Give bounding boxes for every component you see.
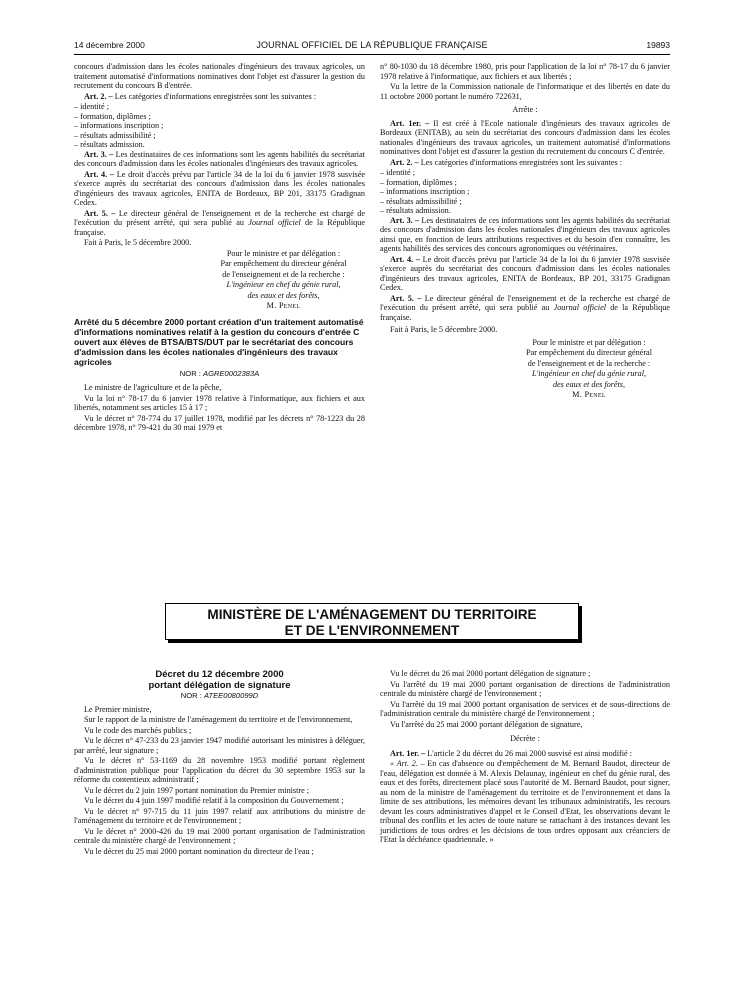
list-item: – résultats admission. [74, 140, 145, 149]
decrete-heading: Décrète : [510, 734, 540, 743]
article-2: Art. 2. – Les catégories d'informations enregistrées sont les suivantes : [84, 91, 317, 101]
vu-loi: Vu la loi n° 78-17 du 6 janvier 1978 relative à l'informatique, aux fichiers et aux libertés, notamment ses articles 15 à 17 ; [74, 393, 365, 412]
article-5: Art. 5. – Le directeur général de l'enseignement et de la recherche est chargé de l'exécution du présent arrêté, qui sera publié au Journal officiel de la République française. [74, 208, 365, 237]
signatory-name: M. Penel [572, 390, 606, 399]
right-column-bottom [380, 669, 670, 846]
left-column-top [74, 62, 365, 434]
page-header [74, 38, 670, 55]
article-label: Art. 2. – [84, 91, 113, 101]
ministry-line-1: MINISTÈRE DE L'AMÉNAGEMENT DU TERRITOIRE [207, 607, 537, 622]
vu-decret: Vu le décret n° 53-1169 du 28 novembre 1953 modifié portant règlement d'administration publique pour l'application du décret du 30 septembre 1953 sur la réforme du contentieux administratif ; [74, 756, 365, 784]
vu-decret: Vu le décret n° 78-774 du 17 juillet 1978, modifié par les décrets n° 78-1223 du 28 décembre 1978, n° 79-421 du 30 mai 1979 et [74, 413, 365, 432]
article-2: Art. 2. – Les catégories d'informations enregistrées sont les suivantes : [390, 157, 623, 167]
signatory-name: M. Penel [266, 301, 301, 310]
vu-arrete: Vu l'arrêté du 19 mai 2000 portant organisation de directions de l'administration centrale du ministère chargé de l'environnement ; [380, 679, 670, 698]
article-label: Art. 5. – [84, 208, 116, 218]
nor-reference: NOR : ATEE0080099D [180, 691, 259, 700]
vu-decret: Vu le décret du 26 mai 2000 portant délégation de signature ; [390, 669, 591, 678]
signature-block: Pour le ministre et par délégation : Par empêchement du directeur général de l'enseignement et de la recherche : L'ingénieur en chef du génie rural, des eaux et des forêts, M. Penel [192, 249, 365, 311]
fait-a-paris: Fait à Paris, le 5 décembre 2000. [84, 238, 192, 247]
vu-decret: Vu le décret du 25 mai 2000 portant nomination du directeur de l'eau ; [84, 846, 314, 856]
right-column-top [380, 62, 670, 401]
list-item: – identité ; [74, 102, 110, 111]
sur-rapport: Sur le rapport de la ministre de l'aménagement du territoire et de l'environnement, [84, 715, 353, 724]
arrete-heading: Arrête : [512, 105, 538, 114]
ministry-heading-box [165, 603, 579, 640]
article-label: Art. 3. – [84, 149, 114, 159]
list-item: – identité ; [380, 168, 416, 177]
ministry-line-2: ET DE L'ENVIRONNEMENT [284, 623, 460, 638]
premier-ministre: Le Premier ministre, [84, 704, 152, 714]
article-label: Art. 5. – [390, 293, 422, 303]
article-4: Art. 4. – Le droit d'accès prévu par l'article 34 de la loi du 6 janvier 1978 susvisée s'exerce auprès du secrétariat des concours d'admission dans les écoles nationales d'ingénieurs des travaux agricoles, ENITA de Bordeaux, BP 201, 33175 Gradignan Cedex. [380, 254, 670, 292]
list-item: – résultats admissibilité ; [74, 130, 156, 140]
continuation-text: n° 80-1030 du 18 décembre 1980, pris pour l'application de la loi n° 78-17 du 6 janvier 1978 relative à l'informatique, aux fichiers et aux libertés ; [380, 62, 670, 81]
vu-code: Vu le code des marchés publics ; [84, 725, 192, 735]
article-label: Art. 4. – [390, 254, 420, 264]
list-item: – résultats admission. [380, 206, 451, 215]
list-item: – formation, diplômes ; [380, 177, 457, 187]
article-3: Art. 3. – Les destinataires de ces informations sont les agents habilités du secrétariat des concours d'admission dans les écoles nationales d'ingénieurs des travaux agricoles ainsi que, en fonction de leurs attributions respectives et du besoin d'en connaître, les agents habilités des services des concours agronomiques ou vétérinaires. [380, 215, 670, 253]
quoted-article-2: « Art. 2. – En cas d'absence ou d'empêchement de M. Bernard Baudot, directeur de l'eau, délégation est donnée à M. Alexis Delaunay, ingénieur en chef du génie rural, des eaux et des forêts, directement placé sous l'autorité de M. Bernard Baudot, pour signer, au nom de la ministre de l'aménagement du territoire et de l'environnement et dans la limite de ses attributions, les mémoires devant les tribunaux administratifs, les recours devant les cours administratives d'appel et le Conseil d'Etat, les observations devant le tribunal des conflits et les actes de toute nature se rattachant à des instances devant les juridictions de tous ordres et les décisions de tous ordres opposant aux créanciers de l'Etat la déchéance quadriennale. » [380, 759, 670, 844]
left-column-bottom [74, 669, 365, 857]
category-list [380, 168, 670, 216]
journal-officiel-ref: Journal officiel [248, 218, 301, 227]
quoted-article-label: « Art. 2. – [390, 759, 425, 768]
list-item: – formation, diplômes ; [74, 111, 151, 121]
vu-arrete: Vu l'arrêté du 19 mai 2000 portant organisation de services et de sous-directions de l'administration centrale du ministère chargé de l'environnement ; [380, 699, 670, 718]
list-item: – résultats admissibilité ; [380, 196, 462, 206]
article-1: Art. 1er. – L'article 2 du décret du 26 mai 2000 susvisé est ainsi modifié : [390, 748, 632, 758]
fait-a-paris: Fait à Paris, le 5 décembre 2000. [390, 325, 498, 334]
article-4: Art. 4. – Le droit d'accès prévu par l'article 34 de la loi du 6 janvier 1978 susvisée s'exerce auprès du secrétariat des concours d'admission dans les écoles nationales d'ingénieurs des travaux agricoles, ENITA de Bordeaux, BP 201, 33175 Gradignan Cedex. [74, 169, 365, 207]
list-item: – informations inscription ; [74, 121, 164, 130]
vu-decret: Vu le décret n° 47-233 du 23 janvier 1947 modifié autorisant les ministres à déléguer, par arrêté, leur signature ; [74, 736, 365, 755]
article-1: Art. 1er. – Il est créé à l'Ecole nationale d'ingénieurs des travaux agricoles de Bordeaux (ENITAB), au sein du secrétariat des concours d'admission dans les écoles nationales d'ingénieurs des travaux agricoles, un traitement automatisé d'informations nominatives dont l'objet est d'assurer la gestion du recrutement du concours C d'entrée. [380, 118, 670, 156]
list-item: – informations inscription ; [380, 187, 470, 196]
article-label: Art. 2. – [390, 157, 419, 167]
decret-title-line-2: portant délégation de signature [148, 680, 291, 691]
header-title: JOURNAL OFFICIEL DE LA RÉPUBLIQUE FRANÇAISE [256, 40, 488, 50]
article-3: Art. 3. – Les destinataires de ces informations sont les agents habilités du secrétariat des concours d'admission dans les écoles nationales d'ingénieurs des travaux agricoles. [74, 149, 365, 168]
arrete-title: Arrêté du 5 décembre 2000 portant création d'un traitement automatisé d'informations nominatives relatif à la gestion du concours d'entrée C ouvert aux élèves de BTSA/BTS/DUT par le secrétariat des concours d'admission dans les écoles nationales d'ingénieurs des travaux agricoles [74, 316, 364, 367]
nor-reference: NOR : AGRE0002383A [179, 368, 260, 378]
vu-cnil: Vu la lettre de la Commission nationale de l'informatique et des libertés en date du 11 octobre 2000 portant le numéro 722631, [380, 82, 670, 101]
journal-officiel-ref: Journal officiel [553, 303, 606, 312]
vu-decret: Vu le décret du 2 juin 1997 portant nomination du Premier ministre ; [84, 785, 310, 795]
header-date: 14 décembre 2000 [74, 40, 145, 50]
article-label: Art. 1er. – [390, 118, 430, 128]
article-label: Art. 4. – [84, 169, 115, 179]
article-5: Art. 5. – Le directeur général de l'enseignement et de la recherche est chargé de l'exécution du présent arrêté, qui sera publié au Journal officiel de la République française. [380, 293, 671, 322]
page-number: 19893 [646, 40, 670, 50]
article-label: Art. 1er. – [390, 748, 426, 758]
vu-decret: Vu le décret n° 97-715 du 11 juin 1997 relatif aux attributions du ministre de l'aménagement du territoire et de l'environnement ; [74, 806, 365, 825]
vu-decret: Vu le décret n° 2000-426 du 19 mai 2000 portant organisation de l'administration centrale du ministère chargé de l'environnement ; [74, 826, 365, 845]
minister-line: Le ministre de l'agriculture et de la pêche, [84, 383, 222, 392]
vu-arrete: Vu l'arrêté du 25 mai 2000 portant délégation de signature, [390, 719, 583, 729]
article-label: Art. 3. – [390, 215, 420, 225]
category-list [74, 102, 365, 150]
decret-title-line-1: Décret du 12 décembre 2000 [155, 669, 284, 680]
continuation-text: concours d'admission dans les écoles nationales d'ingénieurs des travaux agricoles, un traitement automatisé d'informations nominatives dont l'objet est d'assurer la gestion du recrutement du concours B d'entrée. [74, 62, 365, 90]
signature-block: Pour le ministre et par délégation : Par empêchement du directeur général de l'enseignement et de la recherche : L'ingénieur en chef du génie rural, des eaux et des forêts, M. Penel [498, 338, 670, 400]
vu-decret: Vu le décret du 4 juin 1997 modifié relatif à la composition du Gouvernement ; [84, 796, 344, 805]
